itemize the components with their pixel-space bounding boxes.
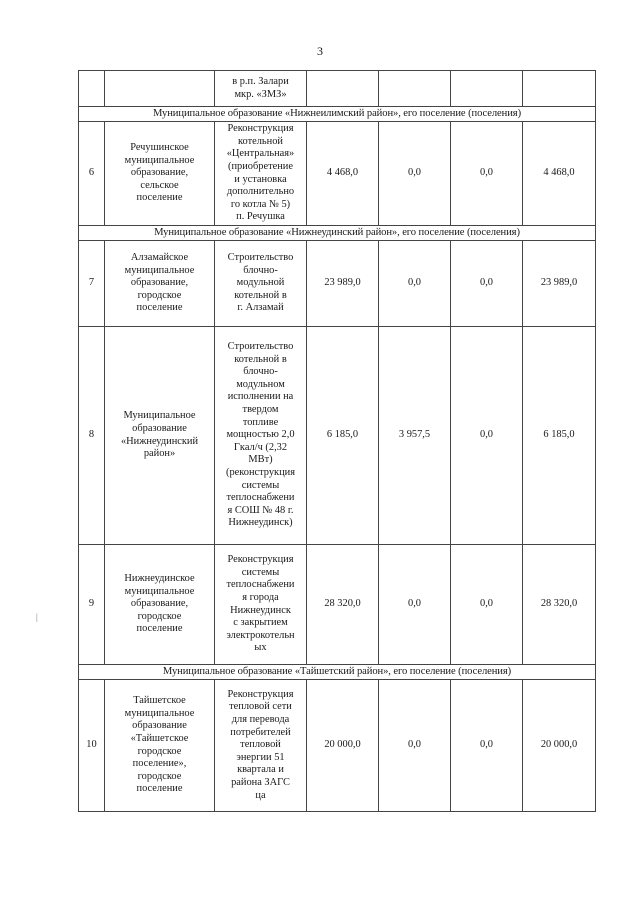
cell-name <box>105 122 215 226</box>
name-line: Речушинское <box>130 142 189 154</box>
cell-num <box>79 71 105 107</box>
table-row <box>79 122 596 226</box>
project-line: для перевода <box>231 714 290 726</box>
project-line: я СОШ № 48 г. <box>227 504 294 516</box>
name-line: образование, <box>130 167 189 179</box>
cell-project <box>215 545 307 665</box>
cell-name <box>105 545 215 665</box>
name-line: образование <box>132 422 187 434</box>
project-line: ых <box>254 642 267 654</box>
name-line: поселение», <box>132 758 187 770</box>
project-line: теплоснабжени <box>226 492 295 504</box>
project-line: в р.п. Залари <box>232 75 289 87</box>
project-line: топливе <box>242 416 279 428</box>
cell-value-2: 0,0 <box>379 680 451 812</box>
project-line: я города <box>242 591 279 603</box>
cell-name <box>105 241 215 327</box>
cell-num: 8 <box>79 327 105 545</box>
project-line: Строительство <box>227 341 294 353</box>
cell-value-1: 28 320,0 <box>307 545 379 665</box>
name-line: образование, <box>130 277 189 289</box>
cell-name <box>105 71 215 107</box>
name-line: муниципальное <box>124 707 195 719</box>
project-line: (реконструкция <box>225 466 296 478</box>
cell-value-2 <box>379 71 451 107</box>
project-line: ца <box>255 789 266 801</box>
page-number: 3 <box>317 44 323 58</box>
name-line: поселение <box>136 192 183 204</box>
table-row <box>79 545 596 665</box>
project-line: котельной в <box>234 289 287 301</box>
section-title: Муниципальное образование «Нижнеилимский район», его поселение (поселения) <box>79 107 596 122</box>
name-line: образование <box>132 720 187 732</box>
cell-value-3: 0,0 <box>451 545 523 665</box>
cell-num: 7 <box>79 241 105 327</box>
project-line: потребителей <box>230 726 291 738</box>
cell-value-1 <box>307 71 379 107</box>
cell-num: 6 <box>79 122 105 226</box>
project-line: «Центральная» <box>226 148 295 160</box>
project-line: электрокотельн <box>226 629 295 641</box>
name-line: поселение <box>136 783 183 795</box>
name-line: сельское <box>140 179 179 191</box>
table-body <box>79 71 596 812</box>
project-line: котельной в <box>234 353 287 365</box>
name-line: Муниципальное <box>123 410 196 422</box>
cell-value-1: 23 989,0 <box>307 241 379 327</box>
project-line: Гкал/ч (2,32 <box>233 441 288 453</box>
project-line: мощностью 2,0 <box>226 429 295 441</box>
cell-value-2: 0,0 <box>379 122 451 226</box>
section-title: Муниципальное образование «Нижнеудинский район», его поселение (поселения) <box>79 226 596 241</box>
project-line: г. Алзамай <box>237 302 284 314</box>
project-line: исполнении на <box>227 391 294 403</box>
funding-table <box>78 70 596 812</box>
cell-project <box>215 122 307 226</box>
cell-project <box>215 680 307 812</box>
cell-value-3: 0,0 <box>451 680 523 812</box>
name-line: Тайшетское <box>133 695 186 707</box>
section-header-row <box>79 226 596 241</box>
project-line: тепловой <box>240 739 281 751</box>
project-line: твердом <box>242 404 279 416</box>
name-line: образование, <box>130 598 189 610</box>
project-line: Нижнеудинск) <box>228 517 293 529</box>
cell-value-3 <box>451 71 523 107</box>
name-line: муниципальное <box>124 154 195 166</box>
name-line: муниципальное <box>124 264 195 276</box>
project-line: Реконструкция <box>227 554 294 566</box>
project-line: с закрытием <box>233 617 288 629</box>
section-title: Муниципальное образование «Тайшетский район», его поселение (поселения) <box>79 665 596 680</box>
project-line: котельной <box>238 135 283 147</box>
table-row <box>79 680 596 812</box>
section-header-row <box>79 665 596 680</box>
cell-num: 9 <box>79 545 105 665</box>
name-line: городское <box>137 289 182 301</box>
project-line: теплоснабжени <box>226 579 295 591</box>
project-line: (приобретение <box>228 160 293 172</box>
project-line: Реконструкция <box>227 123 294 135</box>
cell-value-1: 6 185,0 <box>307 327 379 545</box>
cell-value-3: 0,0 <box>451 122 523 226</box>
project-line: Реконструкция <box>227 688 294 700</box>
cell-value-2: 0,0 <box>379 241 451 327</box>
project-line: системы <box>241 566 280 578</box>
project-line: Строительство <box>227 252 294 264</box>
project-line: го котла № 5) <box>230 198 291 210</box>
name-line: муниципальное <box>124 585 195 597</box>
table-row <box>79 327 596 545</box>
project-line: п. Речушка <box>236 211 285 223</box>
project-line: района ЗАГС <box>231 776 290 788</box>
name-line: Нижнеудинское <box>124 573 195 585</box>
name-line: поселение <box>136 623 183 635</box>
project-line: квартала и <box>237 764 284 776</box>
name-line: городское <box>137 770 182 782</box>
name-line: район» <box>143 448 176 460</box>
name-line: «Нижнеудинский <box>120 435 199 447</box>
project-line: мкр. «ЗМЗ» <box>234 88 287 100</box>
cell-name <box>105 327 215 545</box>
cell-value-2: 3 957,5 <box>379 327 451 545</box>
project-line: модульном <box>236 378 285 390</box>
project-line: энергии 51 <box>236 751 285 763</box>
section-header-row <box>79 107 596 122</box>
cell-value-1: 20 000,0 <box>307 680 379 812</box>
cell-value-4: 4 468,0 <box>523 122 596 226</box>
project-line: МВт) <box>248 454 273 466</box>
cell-value-3: 0,0 <box>451 241 523 327</box>
cell-value-4 <box>523 71 596 107</box>
cell-project <box>215 71 307 107</box>
cell-value-3: 0,0 <box>451 327 523 545</box>
margin-mark: | <box>36 612 38 622</box>
project-line: системы <box>241 479 280 491</box>
name-line: «Тайшетское <box>130 732 189 744</box>
cell-num: 10 <box>79 680 105 812</box>
cell-value-2: 0,0 <box>379 545 451 665</box>
table-row <box>79 241 596 327</box>
cell-value-4: 20 000,0 <box>523 680 596 812</box>
cell-project <box>215 241 307 327</box>
project-line: Нижнеудинск <box>230 604 291 616</box>
project-line: дополнительно <box>226 186 295 198</box>
cell-value-1: 4 468,0 <box>307 122 379 226</box>
project-line: блочно- <box>243 366 278 378</box>
name-line: поселение <box>136 302 183 314</box>
cell-value-4: 6 185,0 <box>523 327 596 545</box>
name-line: городское <box>137 745 182 757</box>
name-line: городское <box>137 610 182 622</box>
cell-value-4: 23 989,0 <box>523 241 596 327</box>
project-line: и установка <box>234 173 287 185</box>
name-line: Алзамайское <box>130 252 189 264</box>
cell-name <box>105 680 215 812</box>
cell-project <box>215 327 307 545</box>
table-row-continued <box>79 71 596 107</box>
cell-value-4: 28 320,0 <box>523 545 596 665</box>
project-line: блочно- <box>243 264 278 276</box>
project-line: модульной <box>236 277 285 289</box>
project-line: тепловой сети <box>229 701 292 713</box>
